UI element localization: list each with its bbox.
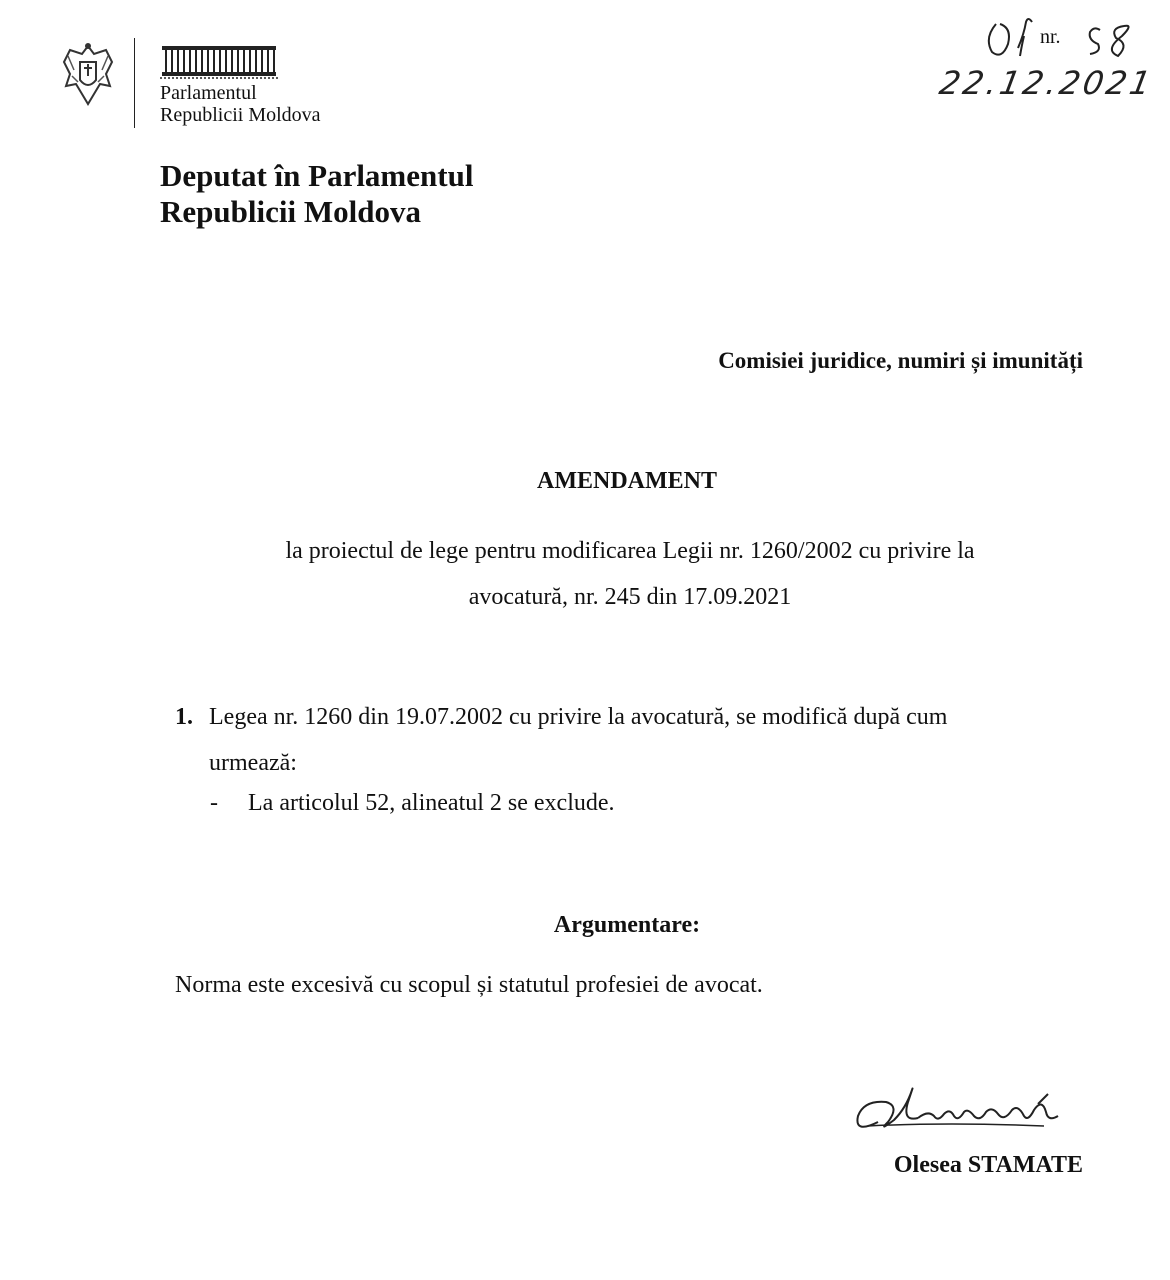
addressee: Comisiei juridice, numiri și imunități	[718, 348, 1083, 373]
list-item-text-continued: urmează:	[209, 750, 297, 776]
list-item-text: Legea nr. 1260 din 19.07.2002 cu privire la avocatură, se modifică după cum	[209, 704, 948, 730]
sub-list-item	[210, 790, 615, 817]
handwritten-initials	[984, 14, 1144, 64]
document-subtitle: la proiectul de lege pentru modificarea Legii nr. 1260/2002 cu privire la avocatură, nr. 245 din 17.09.2021	[285, 538, 975, 610]
parliament-building-icon	[160, 44, 278, 80]
coat-of-arms-icon	[60, 40, 116, 108]
signer-name: Olesea STAMATE	[893, 1152, 1083, 1178]
sub-item-text: La articolul 52, alineatul 2 se exclude.	[248, 790, 615, 816]
sender-heading: Deputat în Parlamentul Republicii Moldova	[160, 158, 474, 229]
registration-date: 22.12.2021	[936, 64, 1157, 102]
organization-name: Parlamentul Republicii Moldova	[160, 82, 321, 126]
sub-item-dash: -	[210, 790, 218, 816]
registration-nr-label: nr.	[1040, 26, 1061, 48]
handwritten-signature	[848, 1082, 1078, 1144]
list-item-number: 1.	[175, 704, 193, 730]
header-divider	[134, 38, 135, 128]
argument-title: Argumentare:	[553, 912, 701, 938]
argument-text: Norma este excesivă cu scopul și statutul profesiei de avocat.	[175, 972, 763, 998]
list-item	[175, 694, 1095, 786]
document-title: AMENDAMENT	[537, 468, 717, 494]
